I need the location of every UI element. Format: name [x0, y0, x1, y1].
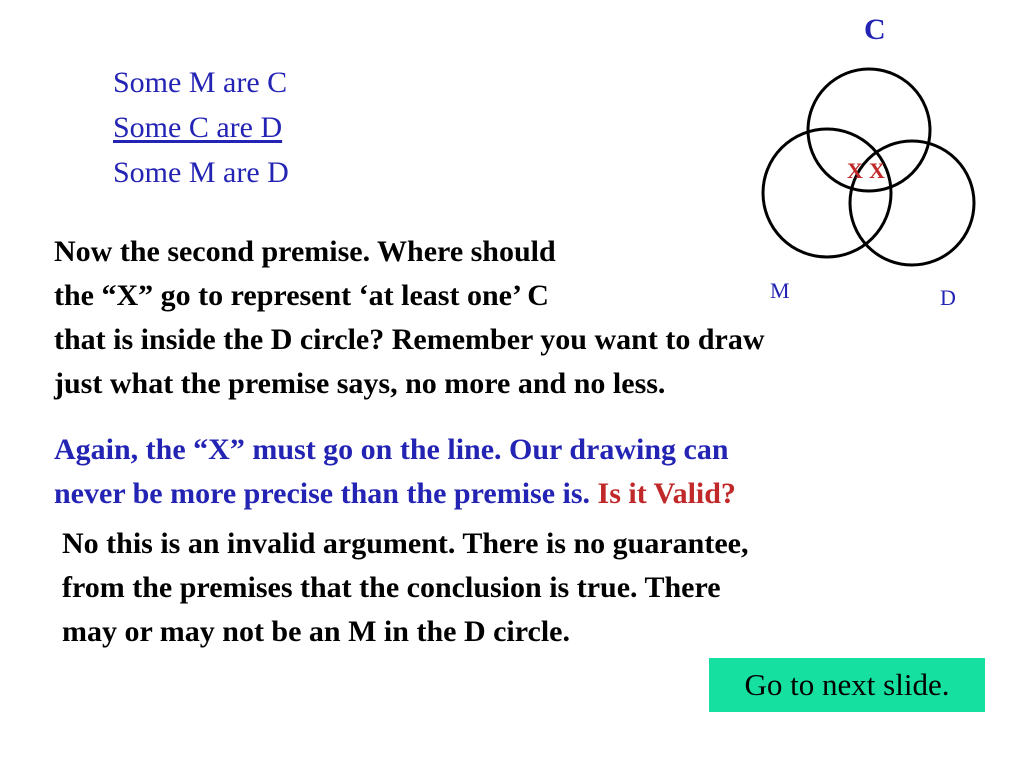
answer-line-1: No this is an invalid argument. There is no guarantee, [62, 527, 749, 560]
label-c: C [864, 13, 886, 46]
premise-1: Some M are C [113, 66, 288, 99]
answer-line-2: from the premises that the conclusion is true. There [62, 571, 721, 604]
question-line-3: that is inside the D circle? Remember you want to draw [54, 323, 765, 356]
premises-list [113, 60, 289, 195]
label-m: M [770, 278, 790, 303]
x-mark-1: X [847, 158, 863, 183]
premise-2: Some C are D [113, 111, 283, 144]
hint-line-2-text: never be more precise than the premise is. [54, 477, 591, 510]
answer-line-3: may or may not be an M in the D circle. [62, 615, 570, 648]
hint-line-2 [54, 472, 736, 516]
question-line-4: just what the premise says, no more and no less. [54, 367, 666, 400]
answer-paragraph [62, 522, 748, 654]
question-line-2: the “X” go to represent ‘at least one’ C [54, 279, 549, 312]
hint-paragraph [54, 428, 736, 516]
venn-diagram [745, 0, 995, 320]
valid-question: Is it Valid? [597, 477, 736, 510]
x-mark-2: X [869, 158, 885, 183]
hint-line-1: Again, the “X” must go on the line. Our drawing can [54, 433, 729, 466]
circle-m [763, 129, 891, 257]
question-line-1: Now the second premise. Where should [54, 235, 556, 268]
next-slide-button[interactable]: Go to next slide. [709, 658, 985, 712]
label-d: D [940, 285, 956, 310]
question-paragraph [54, 230, 764, 406]
conclusion: Some M are D [113, 156, 289, 189]
